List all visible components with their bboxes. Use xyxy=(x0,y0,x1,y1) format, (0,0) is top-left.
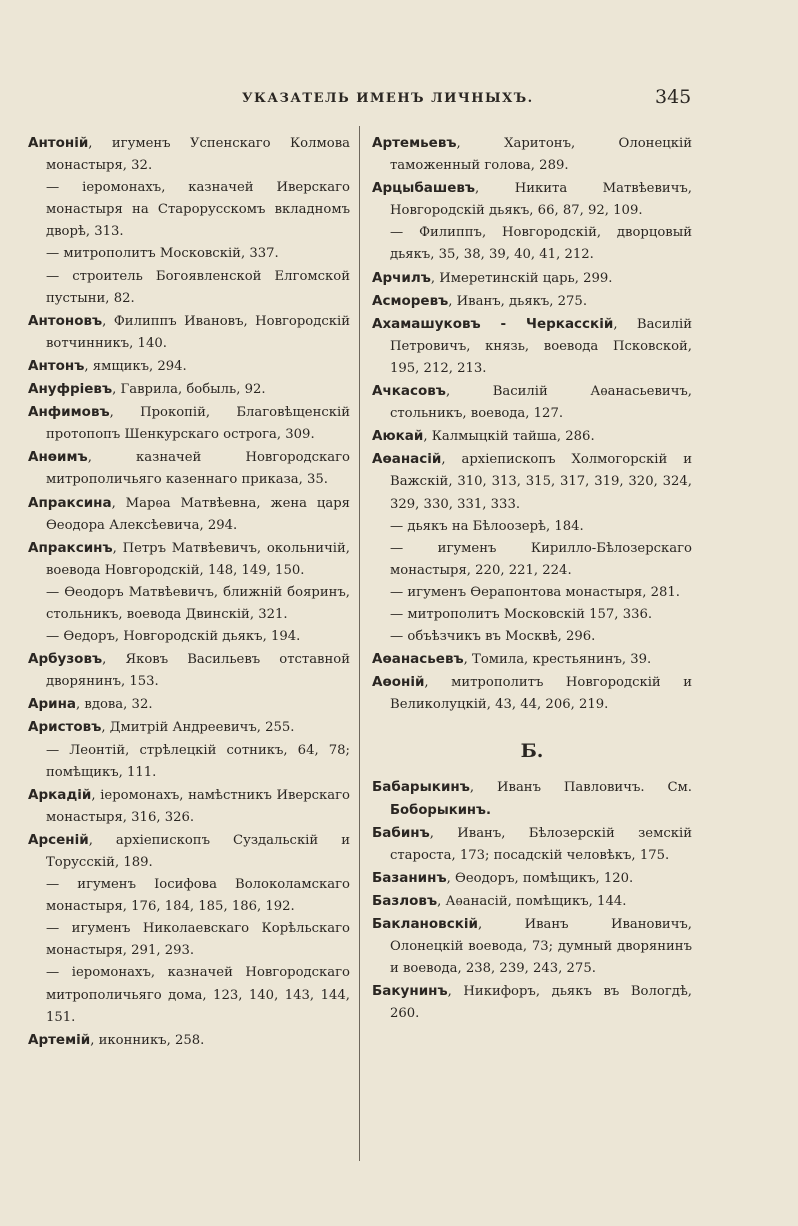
entry-headword: Базловъ xyxy=(372,892,438,909)
index-entry xyxy=(372,448,692,515)
index-entry xyxy=(372,425,692,448)
entry-headword: Арцыбашевъ xyxy=(372,180,476,197)
index-subentry xyxy=(372,626,692,648)
index-subentry xyxy=(28,918,350,962)
entry-text: , Василій Петровичъ, князь, воевода Псковской, 195, 212, 213. xyxy=(390,316,692,376)
entry-headword: Ахамашуковъ - Черкасскій xyxy=(372,315,614,332)
index-subentry xyxy=(372,516,692,538)
a-entries xyxy=(372,132,692,716)
entry-text: — Ѳеодоръ Матвѣевичъ, ближній бояринъ, стольникъ, воевода Двинскій, 321. xyxy=(46,584,350,622)
entry-text: — митрополитъ Московскій 157, 336. xyxy=(390,606,653,622)
entry-text: , Петръ Матвѣевичъ, окольничій, воевода Новгородскій, 148, 149, 150. xyxy=(46,540,350,578)
entry-text: , Аѳанасій, помѣщикъ, 144. xyxy=(437,893,627,909)
entry-text: — игуменъ Кирилло-Бѣлозерскаго монастыря, 220, 221, 224. xyxy=(390,540,692,578)
entry-headword: Арина xyxy=(28,696,77,713)
entry-headword: Бабинъ xyxy=(372,824,430,841)
entry-text: , Никита Матвѣевичъ, Новгородскій дьякъ, 66, 87, 92, 109. xyxy=(390,181,692,219)
index-subentry xyxy=(28,582,350,626)
index-entry xyxy=(372,648,692,671)
index-entry xyxy=(372,776,692,821)
entry-headword: Анѳимъ xyxy=(28,449,88,466)
entry-headword: Аѳанасій xyxy=(372,451,442,468)
index-entry xyxy=(372,671,692,716)
entry-text: , вдова, 32. xyxy=(76,697,153,713)
index-subentry xyxy=(28,626,350,648)
entry-text: — объѣзчикъ въ Москвѣ, 296. xyxy=(390,629,596,645)
index-entry xyxy=(28,310,350,355)
entry-headword: Ачкасовъ xyxy=(372,383,446,400)
index-entry xyxy=(28,784,350,829)
index-entry xyxy=(28,492,350,537)
index-entry xyxy=(372,890,692,913)
index-subentry xyxy=(28,962,350,1028)
entry-text: — іеромонахъ, казначей Новгородскаго митрополичьяго дома, 123, 140, 143, 144, 151. xyxy=(46,965,350,1025)
entry-text: , Калмыцкій тайша, 286. xyxy=(423,429,595,445)
entry-text: , Иванъ Павловичъ. См. xyxy=(469,780,692,796)
index-subentry xyxy=(372,582,692,604)
entry-headword: Антоновъ xyxy=(28,312,103,329)
entry-text: , Харитонъ, Олонецкій таможенный голова, 289. xyxy=(390,136,692,174)
index-entry xyxy=(372,132,692,177)
entry-text: — Филиппъ, Новгородскій, дворцовый дьякъ, 35, 38, 39, 40, 41, 212. xyxy=(390,225,692,263)
entry-text: , Марѳа Матвѣевна, жена царя Ѳеодора Алексѣевича, 294. xyxy=(46,495,350,533)
index-entry xyxy=(28,716,350,739)
entry-headword: Анфимовъ xyxy=(28,404,110,421)
entry-headword: Аюкай xyxy=(372,428,424,445)
index-entry xyxy=(28,829,350,874)
entry-headword: Антоній xyxy=(28,135,89,151)
entry-text: , Иванъ, дьякъ, 275. xyxy=(448,293,588,309)
index-subentry xyxy=(372,222,692,266)
entry-text: , Никифоръ, дьякъ въ Вологдѣ, 260. xyxy=(390,984,692,1022)
entry-headword: Бакунинъ xyxy=(372,983,448,1000)
entry-text: , архіепископъ Холмогорскій и Важскій, 310, 313, 315, 317, 319, 320, 324, 329, 330, 331, 333. xyxy=(390,452,692,512)
index-entry xyxy=(28,132,350,177)
index-entry xyxy=(28,355,350,378)
entry-text: , Гаврила, бобыль, 92. xyxy=(112,382,266,398)
left-column xyxy=(28,132,350,1052)
entry-text: — строитель Богоявленской Елгомской пустыни, 82. xyxy=(46,268,350,306)
index-entry xyxy=(372,867,692,890)
entry-text: — Ѳедоръ, Новгородскій дьякъ, 194. xyxy=(46,629,301,645)
index-entry xyxy=(372,313,692,380)
entry-headword: Аѳоній xyxy=(372,674,425,691)
entry-headword: Антонъ xyxy=(28,357,85,374)
page-number: 345 xyxy=(655,86,692,108)
entry-headword: Бабарыкинъ xyxy=(372,779,470,796)
index-entry xyxy=(372,267,692,290)
entry-text: , ямщикъ, 294. xyxy=(84,358,187,374)
index-entry xyxy=(28,693,350,716)
index-subentry xyxy=(28,177,350,243)
index-entry xyxy=(28,1029,350,1052)
index-subentry xyxy=(28,243,350,265)
entry-headword: Арсеній xyxy=(28,831,89,848)
entry-text: , Иванъ Ивановичъ, Олонецкій воевода, 73; думный дворянинъ и воевода, 238, 239, 243, 275. xyxy=(390,917,692,977)
entry-text: , Томила, крестьянинъ, 39. xyxy=(463,652,652,668)
entry-headword: Аристовъ xyxy=(28,719,102,736)
entry-headword: Ануфріевъ xyxy=(28,381,113,398)
index-entry xyxy=(28,648,350,693)
entry-text: , іеромонахъ, намѣстникъ Иверскаго монастыря, 316, 326. xyxy=(46,787,350,825)
entry-text: , Прокопій, Благовѣщенскій протопопъ Шенкурскаго острога, 309. xyxy=(46,405,350,443)
entry-text: , Василій Аѳанасьевичъ, стольникъ, воевода, 127. xyxy=(390,384,692,422)
entry-text: — игуменъ Николаевскаго Корѣльскаго монастыря, 291, 293. xyxy=(46,921,350,959)
entry-text: , Ѳеодоръ, помѣщикъ, 120. xyxy=(446,870,634,886)
entry-text: , иконникъ, 258. xyxy=(90,1032,205,1048)
entry-text: — іеромонахъ, казначей Иверскаго монастыря на Старорусскомъ вкладномъ дворѣ, 313. xyxy=(46,180,350,240)
entry-headword: Арчилъ xyxy=(372,269,431,286)
entry-text: — игуменъ Ѳерапонтова монастыря, 281. xyxy=(390,584,680,600)
entry-text: , Имеретинскій царь, 299. xyxy=(430,270,613,286)
index-subentry xyxy=(372,538,692,582)
entry-text: , митрополитъ Новгородскій и Великолуцкій, 43, 44, 206, 219. xyxy=(390,675,692,713)
entry-headword: Артемій xyxy=(28,1031,91,1048)
entry-headword: Арбузовъ xyxy=(28,651,103,668)
entry-text: , игуменъ Успенскаго Колмова монастыря, 32. xyxy=(46,136,350,174)
section-letter: Б. xyxy=(520,740,544,763)
entry-text: , Дмитрій Андреевичъ, 255. xyxy=(101,720,295,736)
entry-text: — игуменъ Іосифова Волоколамскаго монастыря, 176, 184, 185, 186, 192. xyxy=(46,877,350,915)
index-entry xyxy=(28,378,350,401)
column-divider xyxy=(359,126,360,1161)
entry-headword: Асморевъ xyxy=(372,292,449,309)
entry-headword: Артемьевъ xyxy=(372,135,457,151)
entry-text: — дьякъ на Бѣлоозерѣ, 184. xyxy=(390,518,584,534)
entry-headword: Апраксинъ xyxy=(28,539,113,556)
entry-text: , архіепископъ Суздальскій и Торусскій, 189. xyxy=(46,832,350,870)
index-entry xyxy=(28,401,350,446)
index-entry xyxy=(372,980,692,1025)
right-column xyxy=(372,132,692,1025)
entry-text: , Филиппъ Ивановъ, Новгородскій вотчинникъ, 140. xyxy=(46,313,350,351)
entry-text: — митрополитъ Московскій, 337. xyxy=(46,246,279,262)
running-header: УКАЗАТЕЛЬ ИМЕНЪ ЛИЧНЫХЪ. xyxy=(242,91,534,106)
index-entry xyxy=(372,822,692,867)
index-entry xyxy=(372,290,692,313)
entry-headword: Баклановскій xyxy=(372,916,478,932)
b-entries xyxy=(372,776,692,1025)
index-subentry xyxy=(28,266,350,310)
entry-headword: Базанинъ xyxy=(372,869,447,886)
index-subentry xyxy=(28,874,350,918)
index-entry xyxy=(28,537,350,582)
entry-text: , Иванъ, Бѣлозерскій земскій староста, 173; посадскій человѣкъ, 175. xyxy=(390,825,692,863)
index-entry xyxy=(372,380,692,425)
index-entry xyxy=(372,177,692,222)
entry-headword: Аѳанасьевъ xyxy=(372,651,464,668)
cross-reference: Боборыкинъ. xyxy=(390,802,491,818)
entry-headword: Аркадій xyxy=(28,786,92,803)
entry-text: , казначей Новгородскаго митрополичьяго казеннаго приказа, 35. xyxy=(46,450,350,488)
index-entry xyxy=(372,913,692,980)
index-subentry xyxy=(372,604,692,626)
index-entry xyxy=(28,446,350,491)
index-subentry xyxy=(28,740,350,784)
entry-text: , Яковъ Васильевъ отставной дворянинъ, 153. xyxy=(46,652,350,690)
entry-text: — Леонтій, стрѣлецкій сотникъ, 64, 78; помѣщикъ, 111. xyxy=(46,742,350,780)
entry-headword: Апраксина xyxy=(28,494,112,511)
